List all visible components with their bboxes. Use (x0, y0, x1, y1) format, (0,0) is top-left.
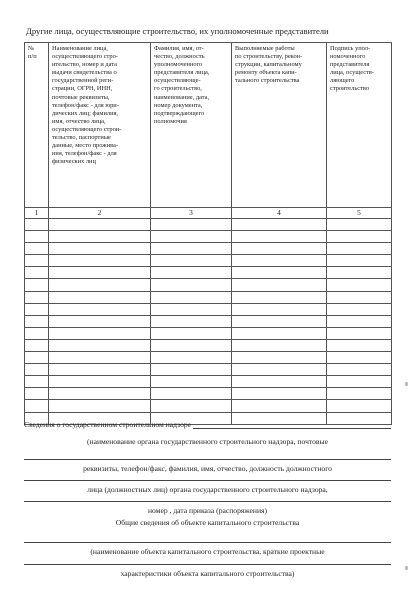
table-row (25, 327, 392, 339)
supervision-line (24, 420, 391, 429)
table-cell[interactable] (232, 267, 327, 279)
table-cell[interactable] (232, 315, 327, 327)
object-hint-1: (наименование объекта капитального строительства, краткие проектные (90, 547, 325, 556)
table-cell[interactable] (49, 243, 151, 255)
table-cell[interactable] (327, 315, 392, 327)
table-cell[interactable] (151, 291, 232, 303)
table-cell[interactable] (49, 315, 151, 327)
table-cell[interactable] (25, 388, 49, 400)
table-cell[interactable] (49, 388, 151, 400)
table-row (25, 219, 392, 231)
table-cell[interactable] (232, 243, 327, 255)
table-cell[interactable] (232, 327, 327, 339)
table-cell[interactable] (151, 279, 232, 291)
table-cell[interactable] (232, 291, 327, 303)
table-cell[interactable] (151, 327, 232, 339)
table-cell[interactable] (232, 400, 327, 412)
table-cell[interactable] (232, 303, 327, 315)
table-cell[interactable] (25, 255, 49, 267)
table-cell[interactable] (232, 352, 327, 364)
table-cell[interactable] (327, 291, 392, 303)
table-header-row (25, 43, 392, 208)
column-number: 5 (327, 208, 392, 219)
table-cell[interactable] (49, 364, 151, 376)
table-row (25, 376, 392, 388)
table-cell[interactable] (25, 315, 49, 327)
object-hint-2: характеристики объекта капитального строительства) (120, 569, 295, 578)
table-cell[interactable] (327, 327, 392, 339)
table-cell[interactable] (151, 376, 232, 388)
scan-mark (405, 382, 408, 386)
table-cell[interactable] (232, 376, 327, 388)
table-row (25, 243, 392, 255)
table-cell[interactable] (151, 231, 232, 243)
column-number-row (25, 208, 392, 219)
table-row (25, 303, 392, 315)
table-cell[interactable] (49, 231, 151, 243)
supervision-hint-4: номер , дата приказа (распоряжения) (147, 506, 268, 515)
table-cell[interactable] (49, 303, 151, 315)
supervision-fill-line-4[interactable] (24, 501, 391, 502)
table-cell[interactable] (49, 327, 151, 339)
table-cell[interactable] (49, 219, 151, 231)
table-cell[interactable] (327, 339, 392, 351)
table-cell[interactable] (327, 400, 392, 412)
table-cell[interactable] (49, 400, 151, 412)
table-cell[interactable] (232, 255, 327, 267)
table-cell[interactable] (151, 400, 232, 412)
col-header-builder: Наименование лица, осуществляющего стро- ительство, номер и дата выдачи свидетельства о государственной реги- страции, ОГРН, ИНН, почтовые реквизиты, телефон/факс - для юри- дических лиц; фамилия, имя, отчество лица, осуществляющего строи- тельство, паспортные данные, место прожива- ния, телефон/факс - для физических лиц (49, 43, 151, 208)
table-cell[interactable] (327, 243, 392, 255)
supervision-hint-1: (наименование органа государственного строительного надзора, почтовые (87, 437, 328, 446)
col-header-representative: Фамилия, имя, от- чество, должность уполномоченного представителя лица, осуществляюще- го строительство, наименование, дата, номер документа, подтверждающего полномочия (151, 43, 232, 208)
table-row (25, 279, 392, 291)
table-cell[interactable] (25, 303, 49, 315)
table-cell[interactable] (232, 364, 327, 376)
table-cell[interactable] (49, 376, 151, 388)
table-cell[interactable] (151, 219, 232, 231)
object-fill-line-1[interactable] (24, 542, 391, 543)
table-cell[interactable] (49, 291, 151, 303)
table-cell[interactable] (151, 243, 232, 255)
supervision-hint-2: реквизиты, телефон/факс, фамилия, имя, отчество, должность должностного (83, 464, 332, 473)
table-cell[interactable] (327, 303, 392, 315)
supervision-fill-line-3[interactable] (24, 480, 391, 481)
table-cell[interactable] (232, 231, 327, 243)
table-cell[interactable] (327, 219, 392, 231)
column-number: 1 (25, 208, 49, 219)
object-fill-line-2[interactable] (24, 564, 391, 565)
table-cell[interactable] (49, 267, 151, 279)
table-row (25, 400, 392, 412)
table-cell[interactable] (49, 352, 151, 364)
table-cell[interactable] (327, 279, 392, 291)
table-cell[interactable] (25, 219, 49, 231)
section-heading: Другие лица, осуществляющие строительство, их уполномоченные представители (26, 26, 329, 36)
table-cell[interactable] (25, 364, 49, 376)
table-cell[interactable] (327, 388, 392, 400)
table-cell[interactable] (151, 364, 232, 376)
table-row (25, 255, 392, 267)
table-cell[interactable] (232, 339, 327, 351)
table-row (25, 388, 392, 400)
supervision-hint-3: лица (должностных лиц) органа государственного строительного надзора, (87, 485, 328, 494)
column-number: 4 (232, 208, 327, 219)
table-row (25, 267, 392, 279)
table-row (25, 339, 392, 351)
table-cell[interactable] (151, 388, 232, 400)
other-builders-table (24, 42, 392, 425)
table-row (25, 315, 392, 327)
table-cell[interactable] (151, 352, 232, 364)
supervision-fill-line-2[interactable] (24, 459, 391, 460)
table-cell[interactable] (25, 279, 49, 291)
scan-mark (405, 566, 408, 570)
table-cell[interactable] (49, 255, 151, 267)
col-header-signature: Подпись упол- номоченного представителя лица, осуществ- ляющего строительство (327, 43, 392, 208)
supervision-fill-line[interactable] (193, 420, 391, 429)
table-cell[interactable] (49, 279, 151, 291)
table-cell[interactable] (327, 376, 392, 388)
table-cell[interactable] (25, 231, 49, 243)
table-row (25, 364, 392, 376)
table-cell[interactable] (49, 339, 151, 351)
object-title: Общие сведения об объекте капитального строительства (115, 518, 300, 527)
table-cell[interactable] (151, 303, 232, 315)
supervision-label: Сведения о государственном строительном надзоре (24, 420, 192, 429)
table-row (25, 291, 392, 303)
table-row (25, 231, 392, 243)
table-cell[interactable] (151, 255, 232, 267)
table-cell[interactable] (25, 291, 49, 303)
table-cell[interactable] (151, 315, 232, 327)
table-cell[interactable] (327, 352, 392, 364)
table-cell[interactable] (327, 231, 392, 243)
column-number: 3 (151, 208, 232, 219)
table-cell[interactable] (327, 255, 392, 267)
table-row (25, 352, 392, 364)
table-cell[interactable] (327, 267, 392, 279)
table-cell[interactable] (232, 388, 327, 400)
table-cell[interactable] (232, 279, 327, 291)
table-cell[interactable] (151, 339, 232, 351)
table-cell[interactable] (232, 219, 327, 231)
table-cell[interactable] (25, 352, 49, 364)
column-number: 2 (49, 208, 151, 219)
table-cell[interactable] (151, 267, 232, 279)
col-header-number: № п/п (25, 43, 49, 208)
table-cell[interactable] (25, 243, 49, 255)
table-cell[interactable] (25, 267, 49, 279)
table-cell[interactable] (25, 400, 49, 412)
table-cell[interactable] (327, 364, 392, 376)
table-cell[interactable] (25, 376, 49, 388)
table-cell[interactable] (25, 327, 49, 339)
col-header-works: Выполняемые работы по строительству, рекон- струкции, капитальному ремонту объекта капи- тального строительства (232, 43, 327, 208)
table-cell[interactable] (25, 339, 49, 351)
